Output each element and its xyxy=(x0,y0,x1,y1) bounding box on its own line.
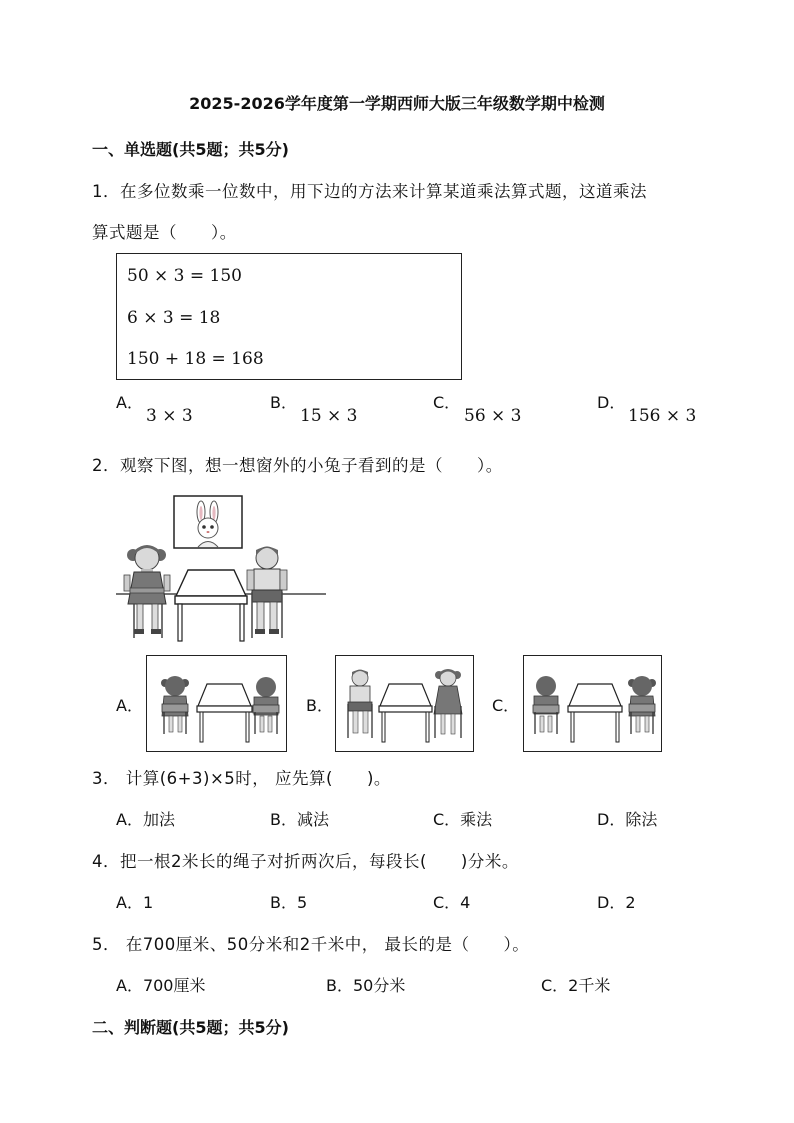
classroom-scene-illustration xyxy=(112,492,328,644)
girl-figure xyxy=(124,545,170,638)
question-1-line-2: 算式题是（ ）。 xyxy=(92,223,237,242)
window-with-rabbit xyxy=(174,496,242,548)
section-heading-single-choice: 一、单选题(共5题；共5分) xyxy=(92,140,289,159)
option-a-view-illustration xyxy=(147,656,285,750)
q1-option-b-letter[interactable]: B． xyxy=(270,393,297,412)
table-front xyxy=(175,570,247,641)
q1-option-d-letter[interactable]: D． xyxy=(597,393,626,412)
page-title: 2025-2026学年度第一学期西师大版三年级数学期中检测 xyxy=(189,94,605,113)
question-5-text: 5． 在700厘米、50分米和2千米中， 最长的是（ ）。 xyxy=(92,935,530,954)
q3-option-c[interactable]: C．乘法 xyxy=(433,810,493,829)
option-b-view-illustration xyxy=(336,656,472,750)
q2-option-c-letter[interactable]: C． xyxy=(492,696,520,715)
q2-option-a-image[interactable] xyxy=(146,655,287,752)
q1-option-c-text: 56 × 3 xyxy=(464,406,522,426)
q2-option-a-letter[interactable]: A． xyxy=(116,696,143,715)
question-3-text: 3． 计算(6+3)×5时， 应先算( )。 xyxy=(92,769,391,788)
q2-option-b-image[interactable] xyxy=(335,655,474,752)
question-1-line-1: 1．在多位数乘一位数中，用下边的方法来计算某道乘法算式题，这道乘法 xyxy=(92,182,647,201)
q1-option-a-text: 3 × 3 xyxy=(146,406,193,426)
q3-option-a[interactable]: A．加法 xyxy=(116,810,175,829)
q4-option-c[interactable]: C．4 xyxy=(433,893,471,912)
q2-option-b-letter[interactable]: B． xyxy=(306,696,333,715)
calc-line-2: 6 × 3 = 18 xyxy=(127,308,221,328)
q1-option-c-letter[interactable]: C． xyxy=(433,393,461,412)
q1-option-d-text: 156 × 3 xyxy=(628,406,697,426)
calc-line-3: 150 + 18 = 168 xyxy=(127,349,264,369)
boy-figure xyxy=(247,547,287,638)
q4-option-d[interactable]: D．2 xyxy=(597,893,636,912)
q4-option-a[interactable]: A．1 xyxy=(116,893,154,912)
q3-option-d[interactable]: D．除法 xyxy=(597,810,658,829)
q1-option-b-text: 15 × 3 xyxy=(300,406,358,426)
question-4-text: 4．把一根2米长的绳子对折两次后，每段长( )分米。 xyxy=(92,852,519,871)
q1-option-a-letter[interactable]: A． xyxy=(116,393,143,412)
q5-option-c[interactable]: C．2千米 xyxy=(541,976,611,995)
section-heading-true-false: 二、判断题(共5题；共5分) xyxy=(92,1018,289,1037)
q5-option-b[interactable]: B．50分米 xyxy=(326,976,406,995)
q4-option-b[interactable]: B．5 xyxy=(270,893,308,912)
q2-option-c-image[interactable] xyxy=(523,655,662,752)
calc-line-1: 50 × 3 = 150 xyxy=(127,266,242,286)
question-2-text: 2．观察下图，想一想窗外的小兔子看到的是（ ）。 xyxy=(92,456,503,475)
q5-option-a[interactable]: A．700厘米 xyxy=(116,976,206,995)
calculation-box xyxy=(116,253,462,380)
option-c-view-illustration xyxy=(524,656,660,750)
q3-option-b[interactable]: B．减法 xyxy=(270,810,329,829)
